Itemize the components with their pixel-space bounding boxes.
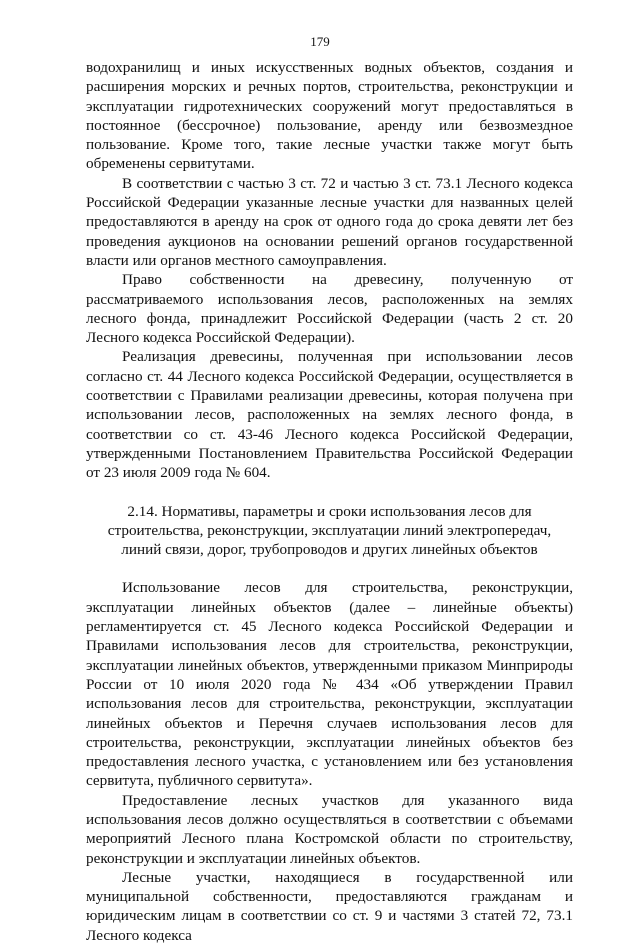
paragraph-timber-ownership: Право собственности на древесину, полученную от рассматриваемого использования лесов, расположенных на землях лесного фонда, принадлежит Российской Федерации (часть 2 ст. 20 Лесного кодекса Российской Федерации). [86,271,573,347]
paragraph-timber-sale: Реализация древесины, полученная при использовании лесов согласно ст. 44 Лесного кодекса Российской Федерации, осуществляется в соответствии с Правилами реализации древесины, которая получена при использовании лесов, расположенных на землях лесного фонда, в соответствии со ст. 43-46 Лесного кодекса Российской Федерации, утвержденными Постановлением Правительства Российской Федерации от 23 июля 2009 года № 604. [86,348,573,482]
paragraph-linear-objects: Использование лесов для строительства, реконструкции, эксплуатации линейных объектов (далее – линейные объекты) регламентируется ст. 45 Лесного кодекса Российской Федерации и Правилами использования лесов для строительства, реконструкции, эксплуатации линейных объектов, утвержденными приказом Минприроды России от 10 июля 2020 года № 434 «Об утверждении Правил использования лесов для строительства, реконструкции, эксплуатации линейных объектов и Перечня случаев использования лесов для строительства, реконструкции, эксплуатации линейных объектов без предоставления лесного участка, с установлением или без установления сервитута, публичного сервитута». [86,579,573,790]
document-body [86,58,573,945]
page-number: 179 [310,34,330,49]
paragraph-lease-terms: В соответствии с частью 3 ст. 72 и частью 3 ст. 73.1 Лесного кодекса Российской Федерации указанные лесные участки для названных целей предоставляются в аренду на срок от одного года до срока девяти лет без проведения аукционов на основании решений органов государственной власти или органов местного самоуправления. [86,174,573,269]
paragraph-continuation: водохранилищ и иных искусственных водных объектов, создания и расширения морских и речных портов, строительства, реконструкции и эксплуатации гидротехнических сооружений могут предоставляться в постоянное (бессрочное) пользование, аренду или безвозмездное пользование. Кроме того, такие лесные участки также могут быть обременены сервитутами. [86,59,573,173]
section-heading: 2.14. Нормативы, параметры и сроки использования лесов для строительства, реконструкции, эксплуатации линий электропередач, линий связи, дорог, трубопроводов и других линейных объектов [107,502,552,559]
paragraph-forest-plan: Предоставление лесных участков для указанного вида использования лесов должно осуществляться в соответствии с объемами мероприятий Лесного плана Костромской области по строительству, реконструкции и эксплуатации линейных объектов. [86,791,573,867]
paragraph-land-provision: Лесные участки, находящиеся в государственной или муниципальной собственности, предоставляются гражданам и юридическим лицам в соответствии со ст. 9 и частями 3 статей 72, 73.1 Лесного кодекса [86,868,573,944]
